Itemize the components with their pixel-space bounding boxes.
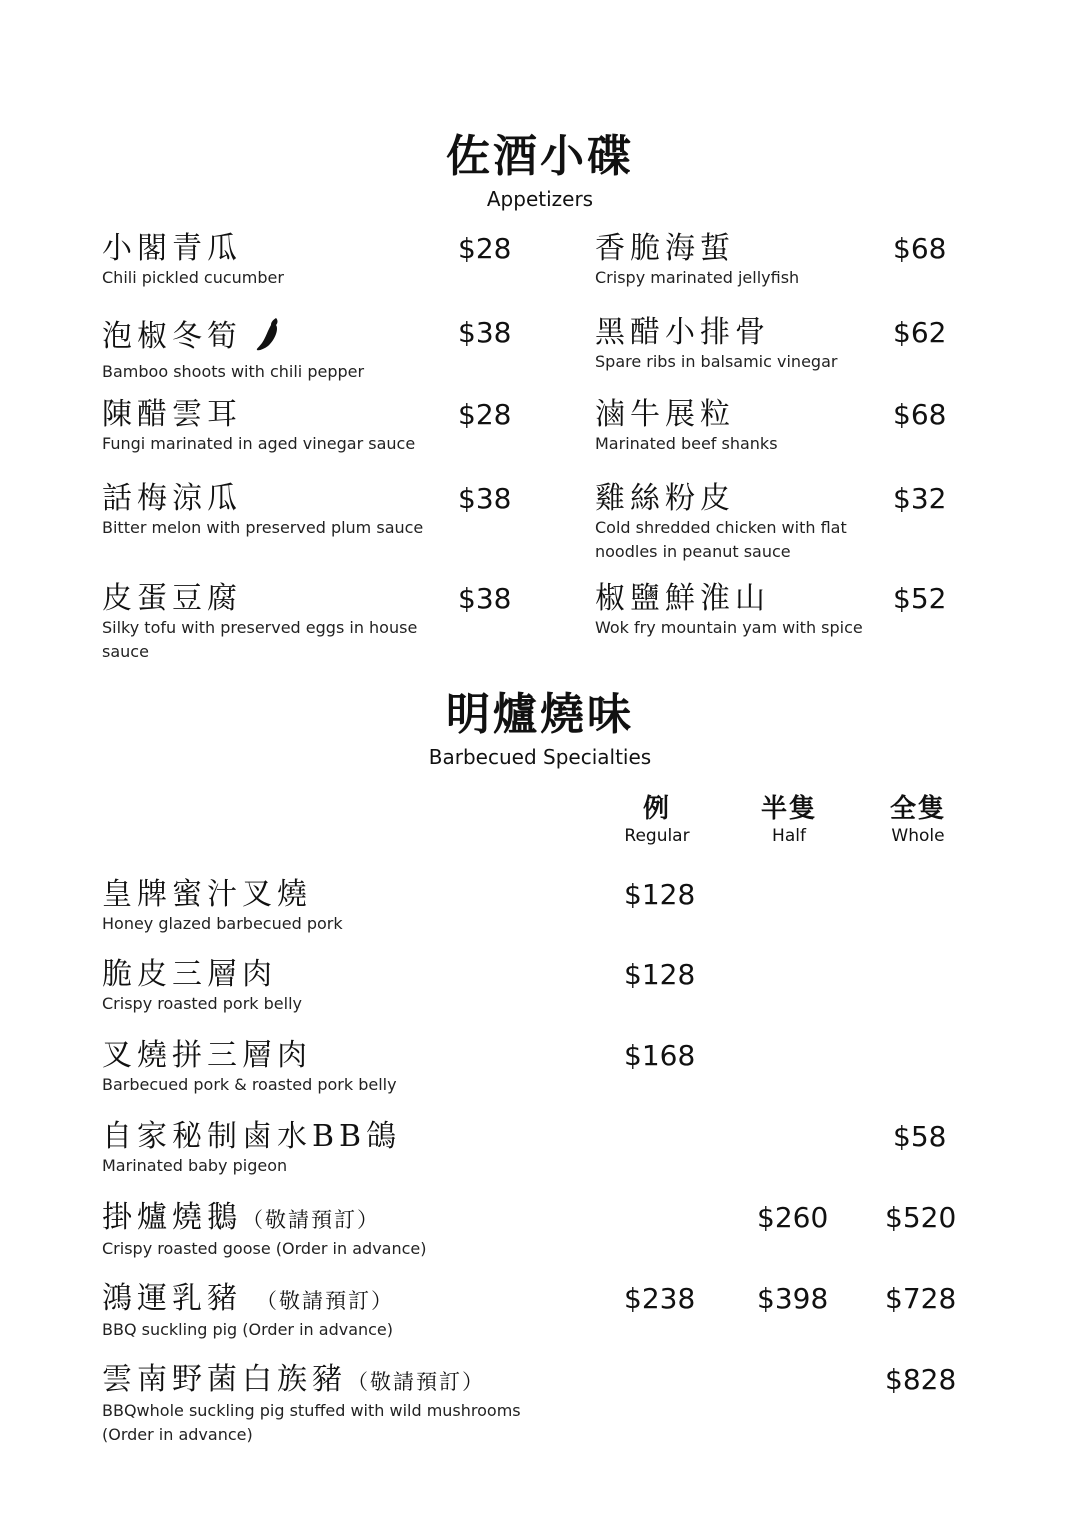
item-name-zh: 掛爐燒鵝 <box>102 1200 242 1235</box>
item-name-zh: 雞絲粉皮 <box>595 481 735 516</box>
item-name-en: Barbecued pork & roasted pork belly <box>102 1075 397 1094</box>
appetizer-item <box>595 316 880 374</box>
item-name-zh: 陳醋雲耳 <box>102 397 242 432</box>
item-price: $68 <box>893 398 947 431</box>
item-price: $52 <box>893 582 947 615</box>
appetizer-item <box>595 582 885 640</box>
price-regular: $238 <box>624 1282 696 1315</box>
appetizer-item <box>102 316 442 384</box>
appetizer-item <box>595 482 865 564</box>
item-name-en: Bamboo shoots with chili pepper <box>102 362 365 381</box>
item-name-en: Crispy marinated jellyfish <box>595 268 800 287</box>
item-name-zh: 皇牌蜜汁叉燒 <box>102 877 312 912</box>
item-name-zh: 鴻運乳豬 <box>102 1281 242 1316</box>
item-name-en: Crispy roasted goose (Order in advance) <box>102 1239 427 1258</box>
price-whole: $58 <box>893 1120 947 1153</box>
item-name-zh: 話梅涼瓜 <box>102 481 242 516</box>
bbq-item <box>102 1363 542 1447</box>
item-name-zh: 滷牛展粒 <box>595 397 735 432</box>
item-price: $38 <box>458 482 512 515</box>
item-name-zh: 泡椒冬筍 <box>102 319 242 354</box>
item-name-en: Chili pickled cucumber <box>102 268 284 287</box>
item-name-zh: 皮蛋豆腐 <box>102 581 242 616</box>
appetizer-item <box>102 232 442 290</box>
appetizers-subtitle: Appetizers <box>486 187 594 211</box>
price-half: $260 <box>757 1201 829 1234</box>
appetizer-item <box>595 398 880 456</box>
bbq-item <box>102 1120 582 1178</box>
item-name-zh: 雲南野菌白族豬 <box>102 1362 347 1397</box>
item-name-en: Bitter melon with preserved plum sauce <box>102 518 424 537</box>
price-whole: $828 <box>885 1363 957 1396</box>
price-whole: $728 <box>885 1282 957 1315</box>
item-name-en: BBQ suckling pig (Order in advance) <box>102 1320 394 1339</box>
price-regular: $128 <box>624 958 696 991</box>
bbq-item <box>102 1201 582 1261</box>
price-regular: $168 <box>624 1039 696 1072</box>
bbq-subtitle: Barbecued Specialties <box>428 745 652 769</box>
bbq-item <box>102 958 582 1016</box>
chili-pepper-icon <box>256 316 282 360</box>
item-name-zh: 叉燒拼三層肉 <box>102 1038 312 1073</box>
item-price: $38 <box>458 316 512 349</box>
item-price: $28 <box>458 398 512 431</box>
item-name-en: Spare ribs in balsamic vinegar <box>595 352 838 371</box>
item-name-zh: 黑醋小排骨 <box>595 315 770 350</box>
item-price: $32 <box>893 482 947 515</box>
column-header-half: 半隻 Half <box>760 794 817 846</box>
order-advance-note: （敬請預訂） <box>347 1370 485 1394</box>
bbq-item <box>102 1039 582 1097</box>
item-name-en: Fungi marinated in aged vinegar sauce <box>102 434 416 453</box>
appetizer-item <box>102 582 432 664</box>
item-name-zh: 自家秘制鹵水BB鴿 <box>102 1119 402 1154</box>
appetizers-title: 佐酒小碟 <box>446 131 634 182</box>
item-name-en: BBQwhole suckling pig stuffed with wild mushrooms (Order in advance) <box>102 1401 521 1444</box>
price-half: $398 <box>757 1282 829 1315</box>
order-advance-note: （敬請預訂） <box>242 1208 380 1232</box>
item-name-zh: 椒鹽鮮淮山 <box>595 581 770 616</box>
item-name-en: Marinated baby pigeon <box>102 1156 288 1175</box>
bbq-item <box>102 878 582 936</box>
item-price: $38 <box>458 582 512 615</box>
item-name-zh: 香脆海蜇 <box>595 231 735 266</box>
item-name-en: Cold shredded chicken with flat noodles in peanut sauce <box>595 518 847 561</box>
item-price: $68 <box>893 232 947 265</box>
order-advance-note: （敬請預訂） <box>256 1289 394 1313</box>
appetizer-item <box>595 232 880 290</box>
appetizer-item <box>102 482 442 540</box>
column-header-regular: 例 Regular <box>624 794 690 846</box>
item-price: $28 <box>458 232 512 265</box>
appetizer-item <box>102 398 442 456</box>
item-name-en: Crispy roasted pork belly <box>102 994 302 1013</box>
bbq-title: 明爐燒味 <box>446 689 634 740</box>
price-regular: $128 <box>624 878 696 911</box>
item-name-en: Wok fry mountain yam with spice <box>595 618 863 637</box>
bbq-item <box>102 1282 582 1342</box>
item-price: $62 <box>893 316 947 349</box>
item-name-zh: 脆皮三層肉 <box>102 957 277 992</box>
item-name-zh: 小閣青瓜 <box>102 231 242 266</box>
item-name-en: Marinated beef shanks <box>595 434 778 453</box>
item-name-en: Silky tofu with preserved eggs in house sauce <box>102 618 418 661</box>
column-header-whole: 全隻 Whole <box>889 794 946 846</box>
price-whole: $520 <box>885 1201 957 1234</box>
item-name-en: Honey glazed barbecued pork <box>102 914 343 933</box>
